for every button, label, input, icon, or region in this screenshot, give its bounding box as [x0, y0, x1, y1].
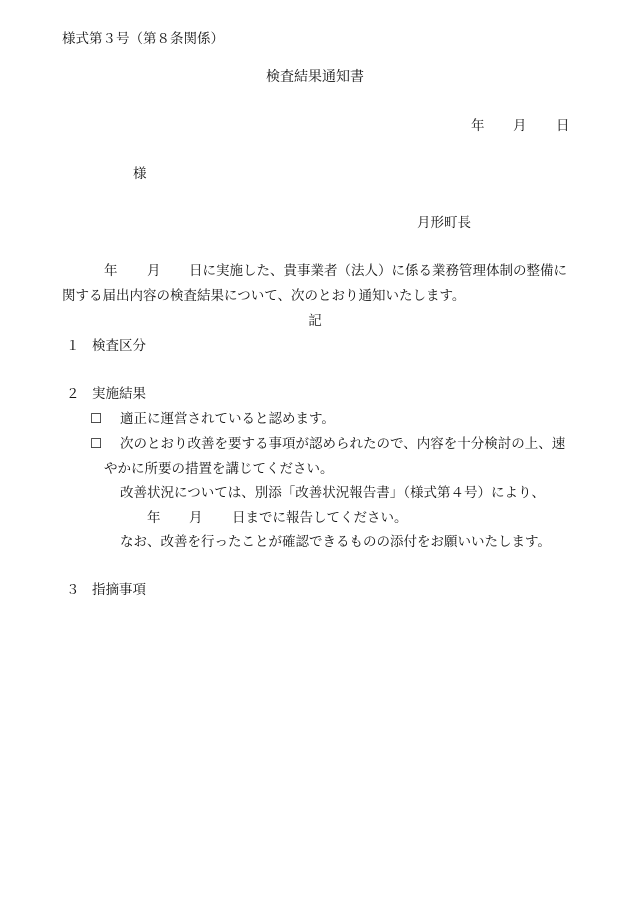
- section-2: [66, 388, 146, 402]
- document-title: 検査結果通知書: [266, 69, 364, 85]
- option-improvement-text-line1: 次のとおり改善を要する事項が認められたので、内容を十分検討の上、速: [120, 436, 566, 452]
- option-improvement: [90, 438, 565, 452]
- option-improvement-text-line2: やかに所要の措置を講じてください。: [104, 461, 334, 477]
- addressee-honorific: 様: [133, 166, 147, 182]
- issue-date-month: 月: [513, 118, 527, 134]
- attachment-request: なお、改善を行ったことが確認できるものの添付をお願いいたします。: [120, 534, 551, 550]
- ki-heading: 記: [308, 313, 322, 329]
- option-compliant-checkbox[interactable]: ☐: [90, 411, 103, 427]
- section-1-label: 検査区分: [92, 338, 146, 354]
- issuer-name: 月形町長: [417, 215, 471, 231]
- improvement-report-line: 改善状況については、別添「改善状況報告書」（様式第４号）により、: [120, 485, 545, 501]
- option-improvement-checkbox[interactable]: ☐: [90, 436, 103, 452]
- section-3-number: ３: [66, 582, 80, 598]
- deadline-day-text: 日までに報告してください。: [232, 510, 408, 526]
- section-3-label: 指摘事項: [92, 582, 146, 598]
- issue-date-day: 日: [556, 118, 570, 134]
- section-2-number: ２: [66, 386, 80, 402]
- section-2-label: 実施結果: [92, 386, 146, 402]
- section-1: [66, 340, 146, 354]
- body-paragraph-line2: 関する届出内容の検査結果について、次のとおり通知いたします。: [62, 288, 466, 304]
- option-compliant: [90, 413, 335, 427]
- issue-date-year: 年: [471, 118, 485, 134]
- inspection-date-year: 年: [104, 263, 118, 279]
- inspection-date-day-text: 日に実施した、貴事業者（法人）に係る業務管理体制の整備に: [189, 263, 567, 279]
- form-number: 様式第３号（第８条関係）: [62, 31, 224, 47]
- deadline-year: 年: [147, 510, 161, 526]
- section-3: [66, 584, 146, 598]
- inspection-date-month: 月: [147, 263, 161, 279]
- deadline-month: 月: [189, 510, 203, 526]
- section-1-number: １: [66, 338, 80, 354]
- option-compliant-text: 適正に運営されていると認めます。: [120, 411, 335, 427]
